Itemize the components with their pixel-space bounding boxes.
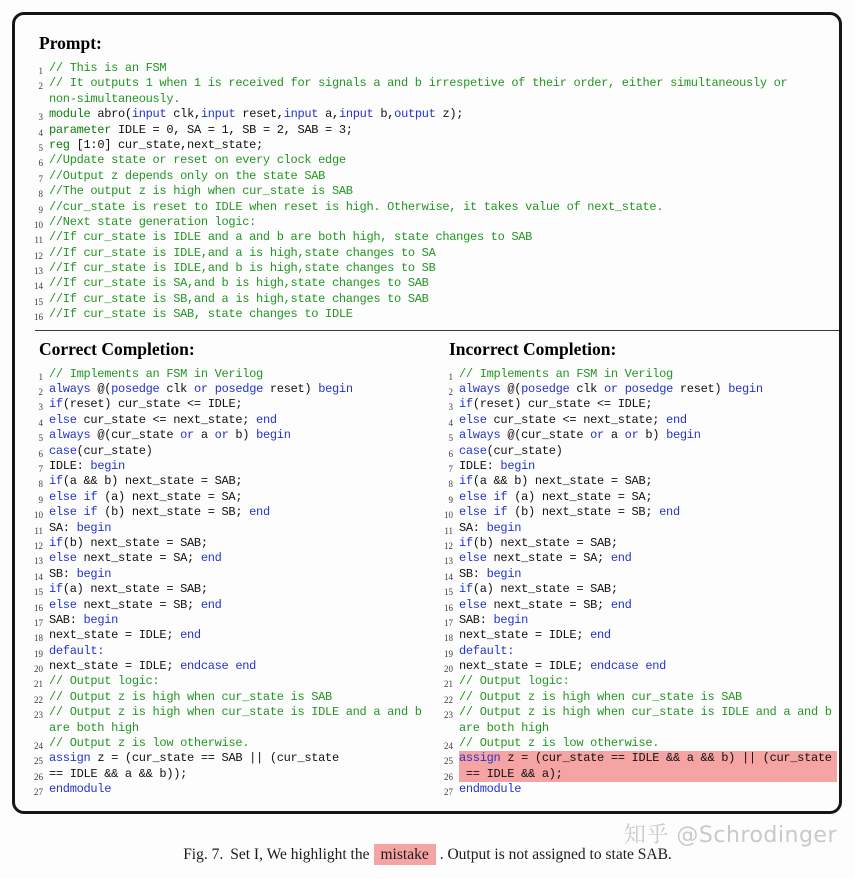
line-number: 13 — [34, 266, 43, 277]
code-line — [435, 613, 837, 628]
code-text: assign z = (cur_state == IDLE && a && b) || (cur_state — [459, 751, 837, 766]
code-text: // Output z is high when cur_state is SAB — [459, 689, 742, 704]
line-number: 15 — [34, 296, 43, 307]
code-line — [25, 230, 837, 245]
code-line — [25, 153, 837, 168]
code-text: if(reset) cur_state <= IDLE; — [49, 397, 243, 412]
line-number: 22 — [34, 694, 43, 705]
code-text: //The output z is high when cur_state is SAB — [49, 184, 353, 199]
line-number: 1 — [38, 66, 43, 76]
code-text: // Output z is high when cur_state is SAB — [49, 689, 332, 704]
line-number: 12 — [34, 540, 43, 551]
code-line — [435, 397, 837, 412]
line-number: 4 — [38, 417, 43, 428]
correct-completion-heading: Correct Completion: — [39, 338, 195, 359]
caption-suffix: . Output is not assigned to state SAB. — [439, 846, 672, 863]
code-text: //If cur_state is SA,and b is high,state changes to SAB — [49, 276, 429, 291]
code-text: if(reset) cur_state <= IDLE; — [459, 397, 653, 412]
code-text: // Output z is low otherwise. — [459, 736, 660, 751]
code-line — [435, 459, 837, 474]
code-text: if(a && b) next_state = SAB; — [459, 474, 653, 489]
code-text: //If cur_state is IDLE,and a is high,state changes to SA — [49, 245, 436, 260]
code-line — [435, 674, 837, 689]
code-line — [435, 444, 837, 459]
code-line — [25, 76, 837, 91]
code-text: //Next state generation logic: — [49, 214, 257, 229]
line-number: 16 — [34, 602, 43, 613]
line-number: 14 — [34, 281, 43, 292]
code-line — [435, 705, 837, 720]
code-line — [435, 659, 837, 674]
line-number: 7 — [38, 173, 43, 184]
line-number: 6 — [38, 448, 43, 459]
line-number: 13 — [444, 556, 453, 567]
code-text: //If cur_state is IDLE and a and b are both high, state changes to SAB — [49, 230, 533, 245]
code-text: endmodule — [49, 782, 112, 797]
code-text: always @(posedge clk or posedge reset) begin — [459, 382, 763, 397]
code-text: default: — [49, 643, 105, 658]
line-number: 17 — [444, 617, 453, 628]
code-line — [435, 367, 837, 382]
code-line — [435, 767, 837, 782]
line-number: 21 — [34, 679, 43, 690]
code-text: SAB: begin — [459, 612, 529, 627]
line-number — [435, 721, 459, 736]
line-number: 26 — [444, 771, 453, 782]
code-line — [25, 413, 427, 428]
code-line — [25, 551, 427, 566]
code-line — [25, 200, 837, 215]
code-line — [435, 751, 837, 766]
code-text: if(b) next_state = SAB; — [459, 535, 618, 550]
code-text: // This is an FSM — [49, 61, 167, 75]
code-line — [435, 505, 837, 520]
code-line — [435, 521, 837, 536]
code-text: endmodule — [459, 782, 522, 797]
code-text: //Update state or reset on every clock edge — [49, 153, 346, 168]
code-text: are both high — [459, 720, 549, 735]
code-text: // Output z is high when cur_state is IDLE and a and b — [49, 705, 422, 720]
figure-box — [12, 12, 842, 814]
code-text: next_state = IDLE; end — [459, 628, 611, 643]
code-line — [25, 246, 837, 261]
line-number: 24 — [34, 741, 43, 752]
code-text: else next_state = SB; end — [49, 597, 222, 612]
code-line — [25, 444, 427, 459]
code-line — [25, 628, 427, 643]
line-number: 3 — [38, 112, 43, 123]
code-text: if(a) next_state = SAB; — [49, 582, 208, 597]
line-number: 2 — [448, 387, 453, 398]
code-text: parameter IDLE = 0, SA = 1, SB = 2, SAB = 3; — [49, 122, 353, 137]
line-number: 8 — [38, 479, 43, 490]
code-text: are both high — [49, 720, 139, 735]
line-number: 16 — [444, 602, 453, 613]
code-line — [25, 474, 427, 489]
line-number: 14 — [444, 571, 453, 582]
code-text: else next_state = SA; end — [49, 551, 222, 566]
code-line — [25, 567, 427, 582]
code-text: else next_state = SB; end — [459, 597, 632, 612]
code-text: // It outputs 1 when 1 is received for signals a and b irrespetive of their order, either simultaneously or — [49, 76, 788, 91]
code-line — [435, 690, 837, 705]
code-text: non-simultaneously. — [49, 91, 181, 106]
line-number: 15 — [34, 587, 43, 598]
code-text: SA: begin — [49, 520, 112, 535]
completion-columns — [15, 333, 839, 798]
code-line — [25, 644, 427, 659]
code-line — [25, 736, 427, 751]
line-number: 10 — [444, 510, 453, 521]
code-line — [435, 490, 837, 505]
correct-completion-column — [25, 333, 427, 798]
code-text: SB: begin — [49, 566, 112, 581]
code-text: SB: begin — [459, 566, 522, 581]
code-text: assign z = (cur_state == SAB || (cur_state — [49, 751, 339, 766]
code-text: else next_state = SA; end — [459, 551, 632, 566]
caption-figure-number: Fig. 7. — [183, 846, 224, 863]
mistake-highlight: mistake — [374, 844, 436, 865]
line-number: 23 — [34, 710, 43, 721]
code-text: // Output logic: — [49, 674, 160, 689]
line-number: 3 — [38, 402, 43, 413]
line-number: 10 — [34, 510, 43, 521]
code-text: SA: begin — [459, 520, 522, 535]
code-text: else if (a) next_state = SA; — [459, 489, 653, 504]
code-text: // Output z is high when cur_state is IDLE and a and b — [459, 705, 832, 720]
line-number: 18 — [34, 633, 43, 644]
code-text: if(a && b) next_state = SAB; — [49, 474, 243, 489]
line-number: 11 — [34, 235, 43, 246]
code-text: else if (b) next_state = SB; end — [49, 505, 270, 520]
line-number: 22 — [444, 694, 453, 705]
code-line — [25, 582, 427, 597]
code-line — [25, 382, 427, 397]
line-number: 19 — [444, 648, 453, 659]
line-number: 27 — [34, 787, 43, 798]
code-text: // Output logic: — [459, 674, 570, 689]
code-line — [25, 459, 427, 474]
code-text: else cur_state <= next_state; end — [459, 412, 687, 427]
code-line — [435, 428, 837, 443]
line-number: 5 — [448, 433, 453, 444]
code-text: //cur_state is reset to IDLE when reset is high. Otherwise, it takes value of next_state. — [49, 199, 664, 214]
code-line — [25, 428, 427, 443]
line-number: 8 — [448, 479, 453, 490]
line-number: 20 — [444, 664, 453, 675]
code-line — [25, 613, 427, 628]
line-number: 13 — [34, 556, 43, 567]
code-line — [25, 215, 837, 230]
line-number: 6 — [448, 448, 453, 459]
code-line — [25, 521, 427, 536]
code-text: // Implements an FSM in Verilog — [459, 366, 673, 381]
line-number: 21 — [444, 679, 453, 690]
code-line — [435, 536, 837, 551]
code-text: next_state = IDLE; endcase end — [49, 659, 257, 674]
line-number — [25, 92, 49, 107]
code-line — [25, 107, 837, 122]
code-text: module abro(input clk,input reset,input a,input b,output z); — [49, 107, 464, 122]
line-number: 26 — [34, 771, 43, 782]
code-line — [25, 767, 427, 782]
code-text: == IDLE && a && b)); — [49, 766, 188, 781]
line-number: 1 — [448, 371, 453, 382]
line-number: 12 — [34, 250, 43, 261]
caption-prefix: Set I, We highlight the — [230, 846, 370, 863]
line-number: 2 — [38, 387, 43, 398]
code-line — [435, 551, 837, 566]
prompt-section — [15, 33, 839, 323]
line-number: 10 — [34, 219, 43, 230]
code-line — [435, 582, 837, 597]
line-number: 11 — [34, 525, 43, 536]
code-text: always @(cur_state or a or b) begin — [49, 428, 291, 443]
line-number: 6 — [38, 158, 43, 169]
code-text: next_state = IDLE; endcase end — [459, 659, 667, 674]
line-number: 16 — [34, 312, 43, 323]
code-text: reg [1:0] cur_state,next_state; — [49, 137, 263, 152]
code-text: //If cur_state is IDLE,and b is high,state changes to SB — [49, 261, 436, 276]
code-text: //If cur_state is SB,and a is high,state changes to SAB — [49, 291, 429, 306]
code-line — [25, 292, 837, 307]
line-number: 12 — [444, 540, 453, 551]
code-text: next_state = IDLE; end — [49, 628, 201, 643]
code-line — [25, 92, 837, 107]
code-line — [25, 367, 427, 382]
code-text: IDLE: begin — [459, 458, 535, 473]
code-line — [25, 276, 837, 291]
line-number: 17 — [34, 617, 43, 628]
code-text: // Output z is low otherwise. — [49, 736, 250, 751]
line-number: 9 — [38, 494, 43, 505]
code-line — [25, 123, 837, 138]
correct-code — [25, 367, 427, 798]
line-number: 23 — [444, 710, 453, 721]
zhihu-watermark: 知乎 @Schrodinger — [623, 823, 837, 848]
incorrect-code — [435, 367, 837, 798]
line-number: 15 — [444, 587, 453, 598]
code-line — [25, 397, 427, 412]
code-line — [435, 721, 837, 736]
line-number: 1 — [38, 371, 43, 382]
line-number: 9 — [448, 494, 453, 505]
code-line — [435, 413, 837, 428]
incorrect-completion-column — [435, 333, 837, 798]
line-number: 2 — [38, 81, 43, 92]
line-number: 27 — [444, 787, 453, 798]
code-line — [435, 736, 837, 751]
line-number: 3 — [448, 402, 453, 413]
code-text: == IDLE && a); — [459, 767, 837, 782]
code-text: IDLE: begin — [49, 458, 125, 473]
line-number: 25 — [34, 756, 43, 767]
code-line — [25, 184, 837, 199]
code-text: else if (a) next_state = SA; — [49, 489, 243, 504]
code-line — [435, 628, 837, 643]
code-line — [25, 674, 427, 689]
line-number — [25, 721, 49, 736]
line-number: 19 — [34, 648, 43, 659]
code-line — [25, 490, 427, 505]
code-text: always @(cur_state or a or b) begin — [459, 428, 701, 443]
code-text: //If cur_state is SAB, state changes to IDLE — [49, 307, 353, 322]
code-text: else cur_state <= next_state; end — [49, 412, 277, 427]
section-divider — [35, 330, 839, 331]
code-line — [25, 690, 427, 705]
prompt-code — [15, 61, 839, 323]
code-text: SAB: begin — [49, 612, 119, 627]
line-number: 14 — [34, 571, 43, 582]
line-number: 4 — [448, 417, 453, 428]
code-line — [25, 598, 427, 613]
code-text: // Implements an FSM in Verilog — [49, 366, 263, 381]
code-line — [435, 644, 837, 659]
code-text: else if (b) next_state = SB; end — [459, 505, 680, 520]
line-number: 20 — [34, 664, 43, 675]
code-line — [25, 721, 427, 736]
code-line — [435, 782, 837, 797]
code-line — [25, 61, 837, 76]
code-line — [25, 659, 427, 674]
line-number: 5 — [38, 433, 43, 444]
line-number: 8 — [38, 189, 43, 200]
code-text: default: — [459, 643, 515, 658]
code-text: if(a) next_state = SAB; — [459, 582, 618, 597]
line-number: 9 — [38, 204, 43, 215]
code-line — [25, 169, 837, 184]
code-line — [25, 307, 837, 322]
line-number: 25 — [444, 756, 453, 767]
code-line — [435, 598, 837, 613]
code-line — [25, 782, 427, 797]
code-text: case(cur_state) — [459, 443, 563, 458]
code-line — [435, 474, 837, 489]
code-line — [25, 536, 427, 551]
line-number: 7 — [38, 463, 43, 474]
prompt-heading: Prompt: — [39, 33, 102, 53]
incorrect-completion-heading: Incorrect Completion: — [449, 338, 617, 359]
code-text: case(cur_state) — [49, 443, 153, 458]
code-line — [25, 751, 427, 766]
line-number: 24 — [444, 741, 453, 752]
line-number: 11 — [444, 525, 453, 536]
line-number: 7 — [448, 463, 453, 474]
line-number: 4 — [38, 127, 43, 138]
line-number: 18 — [444, 633, 453, 644]
code-line — [25, 705, 427, 720]
code-line — [435, 567, 837, 582]
code-line — [435, 382, 837, 397]
code-text: if(b) next_state = SAB; — [49, 535, 208, 550]
code-line — [25, 261, 837, 276]
code-line — [25, 138, 837, 153]
code-line — [25, 505, 427, 520]
line-number: 5 — [38, 142, 43, 153]
code-text: always @(posedge clk or posedge reset) begin — [49, 382, 353, 397]
code-text: //Output z depends only on the state SAB — [49, 168, 326, 183]
